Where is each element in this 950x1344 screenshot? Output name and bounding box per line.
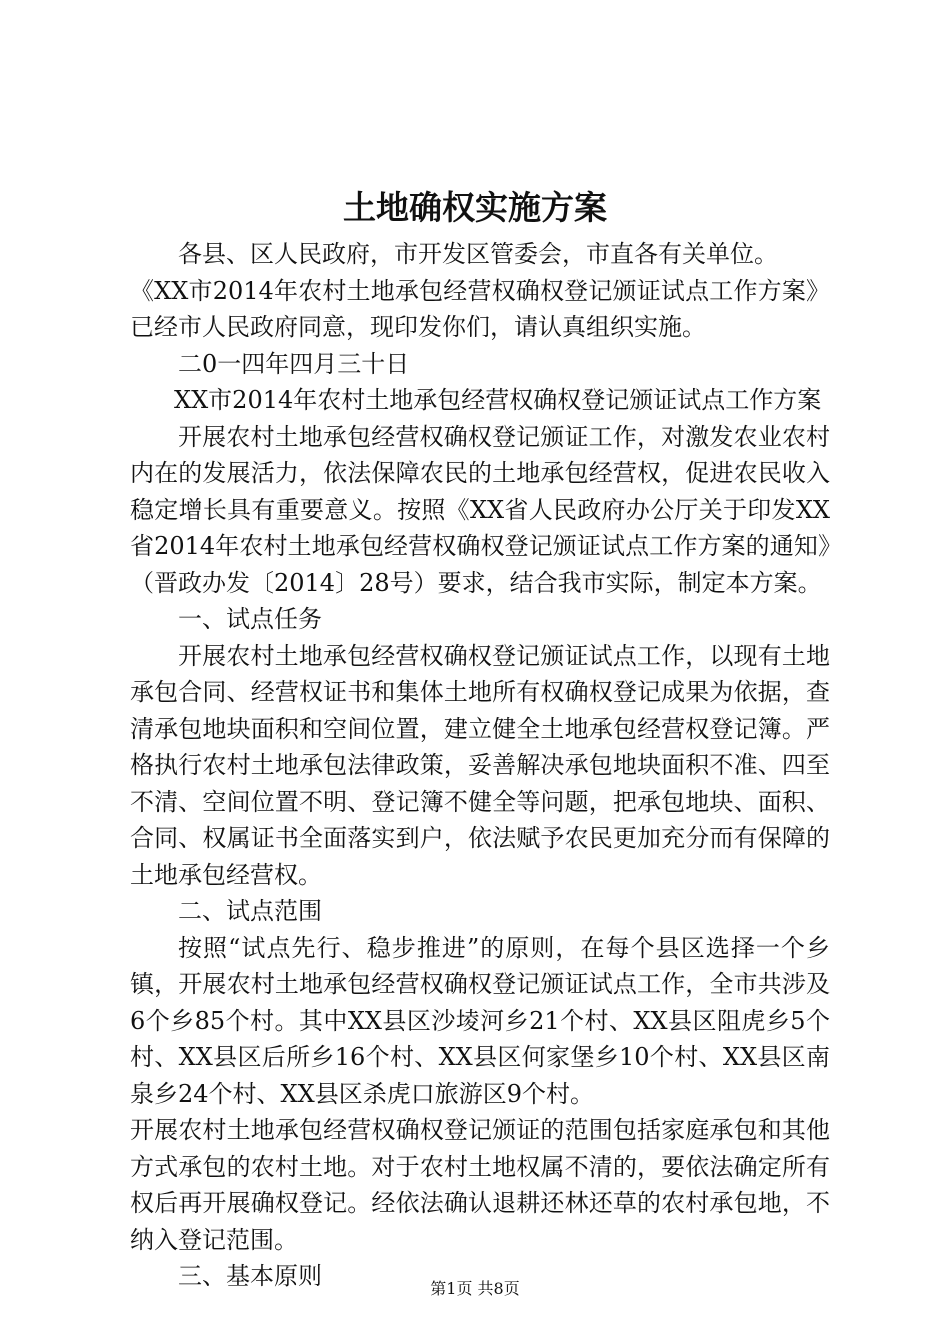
section-heading-principles: 三、基本原则 xyxy=(178,1262,322,1290)
section-heading-tasks: 一、试点任务 xyxy=(178,605,322,633)
document-body xyxy=(130,236,830,1295)
page-number-footer: 第1页 共8页 xyxy=(430,1279,520,1298)
paragraph-notice: 《XX市2014年农村土地承包经营权确权登记颁证试点工作方案》已经市人民政府同意，现印发你们，请认真组织实施。 xyxy=(130,276,830,341)
document-title: 土地确权实施方案 xyxy=(343,188,607,227)
paragraph-scope-detail: 开展农村土地承包经营权确权登记颁证的范围包括家庭承包和其他方式承包的农村土地。对于农村土地权属不清的，要依法确定所有权后再开展确权登记。经依法确认退耕还林还草的农村承包地，不纳入登记范围。 xyxy=(130,1116,830,1254)
paragraph-addressees: 各县、区人民政府，市开发区管委会，市直各有关单位。 xyxy=(178,240,778,268)
section-heading-scope: 二、试点范围 xyxy=(178,897,322,925)
paragraph-plan-title: XX市2014年农村土地承包经营权确权登记颁证试点工作方案 xyxy=(174,386,822,414)
paragraph-date: 二0一四年四月三十日 xyxy=(178,349,410,378)
paragraph-scope: 按照“试点先行、稳步推进”的原则，在每个县区选择一个乡镇，开展农村土地承包经营权确权登记颁证试点工作，全市共涉及6个乡85个村。其中XX县区沙堎河乡21个村、XX县区阻虎乡5个村、XX县区后所乡16个村、XX县区何家堡乡10个村、XX县区南泉乡24个村、XX县区杀虎口旅游区9个村。 xyxy=(130,933,830,1108)
paragraph-tasks: 开展农村土地承包经营权确权登记颁证试点工作，以现有土地承包合同、经营权证书和集体土地所有权确权登记成果为依据，查清承包地块面积和空间位置，建立健全土地承包经营权登记簿。严格执行农村土地承包法律政策，妥善解决承包地块面积不准、四至不清、空间位置不明、登记簿不健全等问题，把承包地块、面积、合同、权属证书全面落实到户，依法赋予农民更加充分而有保障的土地承包经营权。 xyxy=(130,641,830,889)
paragraph-intro: 开展农村土地承包经营权确权登记颁证工作，对激发农业农村内在的发展活力，依法保障农民的土地承包经营权，促进农民收入稳定增长具有重要意义。按照《XX省人民政府办公厅关于印发XX省2014年农村土地承包经营权确权登记颁证试点工作方案的通知》（晋政办发〔2014〕28号）要求，结合我市实际，制定本方案。 xyxy=(130,422,830,597)
